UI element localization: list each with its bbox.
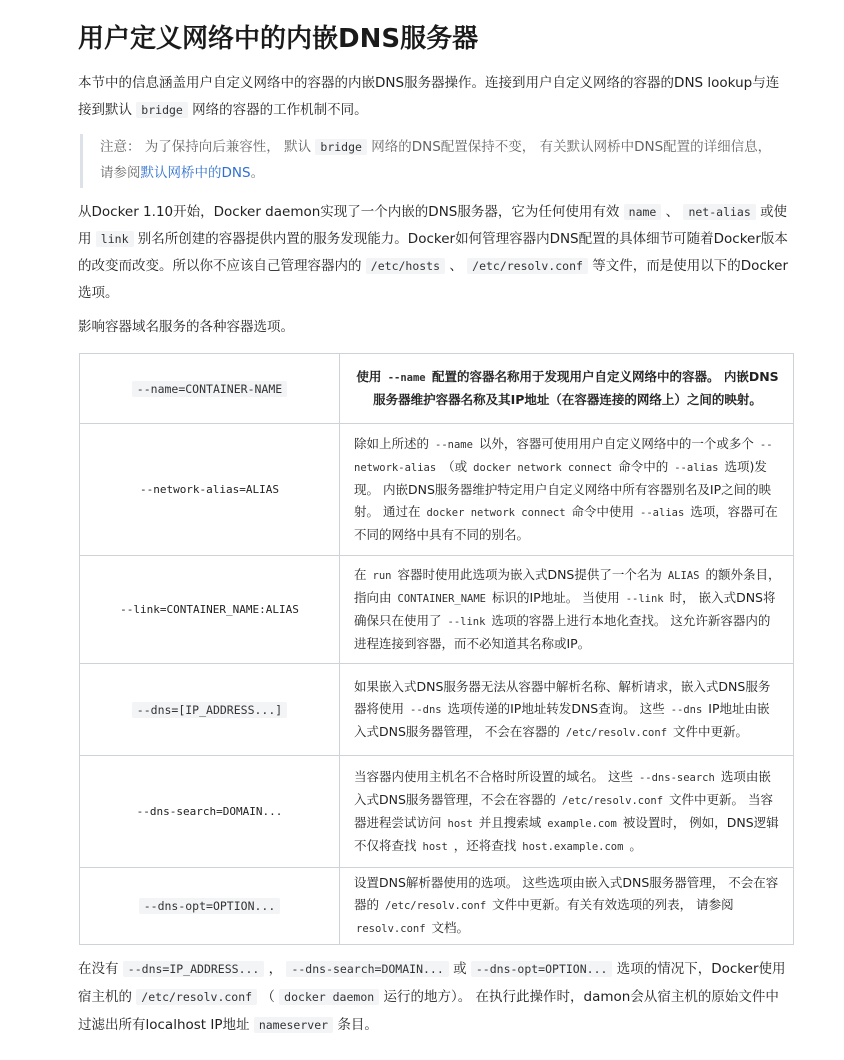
options-intro: 影响容器域名服务的各种容器选项。 xyxy=(78,319,294,335)
para-text: 在没有 xyxy=(78,961,119,977)
inline-code: --dns-search xyxy=(638,771,715,784)
inline-code: docker daemon xyxy=(279,989,379,1005)
option-cell xyxy=(80,664,340,756)
desc-text: 除如上所述的 xyxy=(354,436,430,451)
description-cell xyxy=(340,354,794,424)
inline-code: /etc/hosts xyxy=(366,258,445,274)
para-text: 别名所创建的容器提供内置的服务发现能力。Docker如何管理容器内DNS配置的具体细节可随着Docker版本的改变而改变。所以你不应该自己管理容器内的 xyxy=(78,231,788,274)
para-text: 运行的地方）。 在执行此操作时，damon会从宿主机的原始文件中过滤出所有localhost IP地址 xyxy=(78,989,779,1033)
inline-code: host xyxy=(447,817,473,830)
desc-text: 选项，容器可在不同的网络中具有不同的别名。 xyxy=(354,504,778,542)
note-text: 。 xyxy=(250,165,265,181)
desc-text: 。 xyxy=(629,837,642,853)
desc-text: 选项)发现。 内嵌DNS服务器维护特定用户自定义网络中所有容器别名及IP之间的映射。 通过在 xyxy=(354,459,772,519)
inline-code: --name xyxy=(435,439,473,451)
inline-code: resolv.conf xyxy=(356,923,426,935)
inline-code: --dns-opt=OPTION... xyxy=(471,961,613,977)
description-cell xyxy=(340,556,794,664)
desc-text: 选项的容器上进行本地化查找。 这允许新容器内的进程连接到容器，而不必知道其名称或IP。 xyxy=(354,613,771,651)
option-cell xyxy=(80,424,340,556)
inline-code: example.com xyxy=(547,817,617,830)
desc-text: 如果嵌入式DNS服务器无法从容器中解析名称、解析请求，嵌入式DNS服务器将使用 xyxy=(354,678,771,716)
desc-text: ，还将查找 xyxy=(453,837,517,853)
table-row xyxy=(80,756,794,868)
compat-note xyxy=(80,134,780,188)
desc-text: 被设置时， 例如，DNS逻辑不仅将查找 xyxy=(354,814,779,853)
desc-text: 选项由嵌入式DNS服务器管理，不会在容器的 xyxy=(354,768,771,807)
desc-text: 的额外条目，指向由 xyxy=(354,567,781,605)
docker-dns-paragraph xyxy=(78,199,790,307)
para-text: 等文件，而是使用以下的Docker选项。 xyxy=(78,258,788,301)
inline-code: --link xyxy=(625,593,664,605)
inline-code: run xyxy=(372,570,392,582)
inline-code: bridge xyxy=(315,139,367,155)
note-text: 网络的DNS配置保持不变， 有关默认网桥中DNS配置的详细信息，请参阅 xyxy=(100,139,772,181)
para-text: 、 xyxy=(665,204,680,220)
option-name: --dns-search=DOMAIN... xyxy=(136,805,283,818)
inline-code: --dns xyxy=(670,703,703,716)
desc-text: 在 xyxy=(354,567,367,582)
description-cell xyxy=(340,424,794,556)
desc-text: 文件中更新。 当容器进程尝试访问 xyxy=(354,791,774,830)
intro-text: 本节中的信息涵盖用户自定义网络中的容器的内嵌DNS服务器操作。连接到用户自定义网络的容器的DNS lookup与连接到默认 xyxy=(78,75,780,118)
default-bridge-dns-link[interactable]: 默认网桥中的DNS xyxy=(140,165,251,181)
desc-text: 配置的容器名称用于发现用户自定义网络中的容器。 内嵌DNS服务器维护容器名称及其IP地址（在容器连接的网络上）之间的映射。 xyxy=(373,369,779,407)
desc-text: 命令中的 xyxy=(618,459,669,474)
para-text: 条目。 xyxy=(337,1017,378,1033)
desc-text: 当容器内使用主机名不合格时所设置的域名。 这些 xyxy=(354,768,633,784)
option-name: --link=CONTAINER_NAME:ALIAS xyxy=(120,603,299,616)
inline-code: ALIAS xyxy=(667,570,700,582)
inline-code: --name xyxy=(387,372,426,384)
desc-text: 标识的IP地址。 当使用 xyxy=(492,590,620,605)
inline-code: /etc/resolv.conf xyxy=(565,726,668,739)
inline-code: --dns xyxy=(410,703,442,716)
para-text: （ xyxy=(261,989,275,1005)
desc-text: 命令中使用 xyxy=(571,504,635,519)
intro-paragraph xyxy=(78,70,790,124)
description-cell xyxy=(340,756,794,868)
para-text: ， xyxy=(268,961,283,977)
option-cell xyxy=(80,756,340,868)
para-text: 选项的情况下，Docker使用宿主机的 xyxy=(78,961,786,1005)
note-text: 注意： 为了保持向后兼容性， 默认 xyxy=(100,139,312,155)
option-name: --dns-opt=OPTION... xyxy=(139,898,281,914)
dns-options-table xyxy=(79,353,794,945)
option-name: --name=CONTAINER-NAME xyxy=(132,381,287,397)
inline-code: docker network connect xyxy=(473,462,613,474)
inline-code: link xyxy=(96,231,134,247)
inline-code: docker network connect xyxy=(426,507,566,519)
inline-code: --dns=IP_ADDRESS... xyxy=(123,961,265,977)
inline-code: host xyxy=(422,840,448,853)
table-row xyxy=(80,556,794,664)
desc-text: 以外，容器可使用用户自定义网络中的一个或多个 xyxy=(478,436,754,451)
option-name: --network-alias=ALIAS xyxy=(139,483,280,496)
option-name: --dns=[IP_ADDRESS...] xyxy=(132,702,287,718)
table-row xyxy=(80,868,794,945)
inline-code: host.example.com xyxy=(522,840,624,853)
inline-code: --alias xyxy=(674,462,719,474)
table-row xyxy=(80,664,794,756)
desc-text: （或 xyxy=(442,459,468,474)
inline-code: --link xyxy=(447,616,486,628)
table-row xyxy=(80,354,794,424)
inline-code: --alias xyxy=(640,507,685,519)
inline-code: --network-alias xyxy=(354,439,773,474)
desc-text: 选项传递的IP地址转发DNS查询。 这些 xyxy=(447,700,665,716)
option-cell xyxy=(80,556,340,664)
para-text: 、 xyxy=(449,258,463,274)
intro-text: 网络的容器的工作机制不同。 xyxy=(192,102,368,118)
inline-code: nameserver xyxy=(254,1017,333,1033)
inline-code: /etc/resolv.conf xyxy=(385,900,487,912)
desc-text: 设置DNS解析器使用的选项。 这些选项由嵌入式DNS服务器管理， 不会在容器的 xyxy=(354,875,779,912)
desc-text: 文件中更新。有关有效选项的列表， 请参阅 xyxy=(492,897,734,912)
inline-code: /etc/resolv.conf xyxy=(467,258,588,274)
para-text: 或使用 xyxy=(78,204,788,247)
description-cell xyxy=(340,664,794,756)
para-text: 从Docker 1.10开始，Docker daemon实现了一个内嵌的DNS服务器，它为任何使用有效 xyxy=(78,204,620,220)
desc-text: 文件中更新。 xyxy=(673,723,749,739)
table-row xyxy=(80,424,794,556)
option-cell xyxy=(80,354,340,424)
desc-text: 容器时使用此选项为嵌入式DNS提供了一个名为 xyxy=(397,567,662,582)
inline-code: --dns-search=DOMAIN... xyxy=(286,961,448,977)
inline-code: net-alias xyxy=(683,204,755,220)
para-text: 或 xyxy=(453,961,467,977)
option-cell xyxy=(80,868,340,945)
desc-text: 文档。 xyxy=(431,920,470,935)
inline-code: CONTAINER_NAME xyxy=(397,593,487,605)
host-resolv-paragraph xyxy=(78,955,790,1039)
desc-text: 并且搜索域 xyxy=(478,814,542,830)
desc-text: IP地址由嵌入式DNS服务器管理， 不会在容器的 xyxy=(354,700,770,739)
inline-code: /etc/resolv.conf xyxy=(136,989,257,1005)
desc-text: 时， 嵌入式DNS将确保只在使用了 xyxy=(354,590,776,628)
description-cell xyxy=(340,868,794,945)
inline-code: bridge xyxy=(136,102,188,118)
inline-code: name xyxy=(624,204,662,220)
page-title: 用户定义网络中的内嵌DNS服务器 xyxy=(78,24,479,54)
inline-code: /etc/resolv.conf xyxy=(561,794,664,807)
desc-text: 使用 xyxy=(356,369,382,384)
